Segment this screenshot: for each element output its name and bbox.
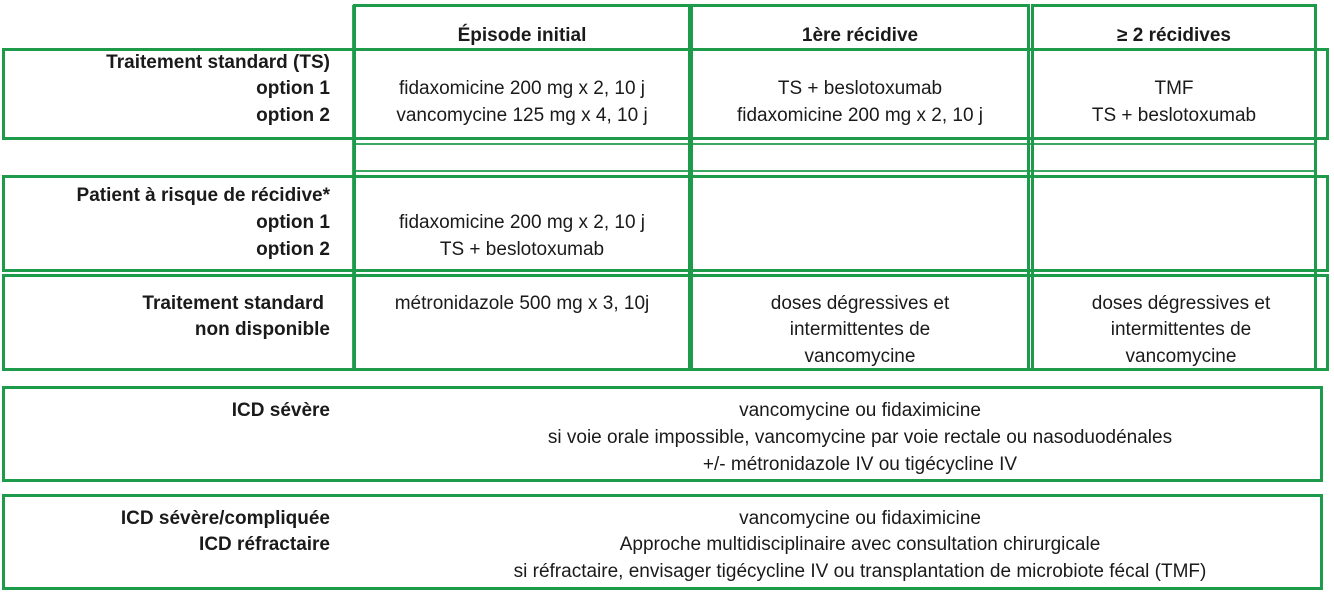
cell-standard-initial-1: fidaxomicine 200 mg x 2, 10 j: [398, 78, 646, 99]
cell-severe-line-3: +/- métronidazole IV ou tigécycline IV: [702, 454, 1018, 475]
cell-standard-two-2: TS + beslotoxumab: [1091, 105, 1257, 126]
row-option-1: option 1: [256, 78, 330, 99]
row-label-complicated-1: ICD sévère/compliquée: [120, 508, 330, 529]
row-label-risk: Patient à risque de récidive*: [76, 185, 330, 206]
row-label-unavailable-1: Traitement standard: [142, 293, 324, 314]
cell-severe-line-2: si voie orale impossible, vancomycine par voie rectale ou nasoduodénales: [547, 427, 1173, 448]
row-option-2: option 2: [256, 105, 330, 126]
cell-severe-line-1: vancomycine ou fidaximicine: [739, 400, 981, 421]
row-label-complicated-2: ICD réfractaire: [199, 534, 330, 555]
cell-standard-two-1: TMF: [1154, 78, 1194, 99]
cell-unavailable-two-1: doses dégressives et: [1091, 293, 1271, 314]
cell-standard-initial-2: vancomycine 125 mg x 4, 10 j: [396, 105, 648, 126]
cell-unavailable-two-3: vancomycine: [1125, 346, 1237, 367]
cell-unavailable-initial: métronidazole 500 mg x 3, 10j: [394, 293, 650, 314]
cell-risk-initial-1: fidaxomicine 200 mg x 2, 10 j: [398, 212, 646, 233]
row-label-unavailable-2: non disponible: [194, 319, 330, 340]
cell-standard-first-1: TS + beslotoxumab: [777, 78, 943, 99]
cell-unavailable-first-2: intermittentes de: [789, 319, 931, 340]
row-label-standard: Traitement standard (TS): [106, 52, 330, 73]
header-initial: Épisode initial: [457, 25, 587, 46]
row-label-severe: ICD sévère: [231, 400, 330, 421]
cell-complicated-line-3: si réfractaire, envisager tigécycline IV ou transplantation de microbiote fécal (TMF): [513, 561, 1207, 582]
cell-complicated-line-2: Approche multidisciplinaire avec consultation chirurgicale: [619, 534, 1101, 555]
cell-standard-first-2: fidaxomicine 200 mg x 2, 10 j: [736, 105, 984, 126]
cell-complicated-line-1: vancomycine ou fidaximicine: [739, 508, 981, 529]
header-first-recurrence: 1ère récidive: [801, 25, 919, 46]
cell-unavailable-two-2: intermittentes de: [1110, 319, 1252, 340]
row-option-1: option 1: [256, 212, 330, 233]
cell-unavailable-first-1: doses dégressives et: [770, 293, 950, 314]
cell-risk-initial-2: TS + beslotoxumab: [439, 239, 605, 260]
header-two-plus: ≥ 2 récidives: [1117, 25, 1231, 46]
row-option-2: option 2: [256, 239, 330, 260]
cell-unavailable-first-3: vancomycine: [804, 346, 916, 367]
